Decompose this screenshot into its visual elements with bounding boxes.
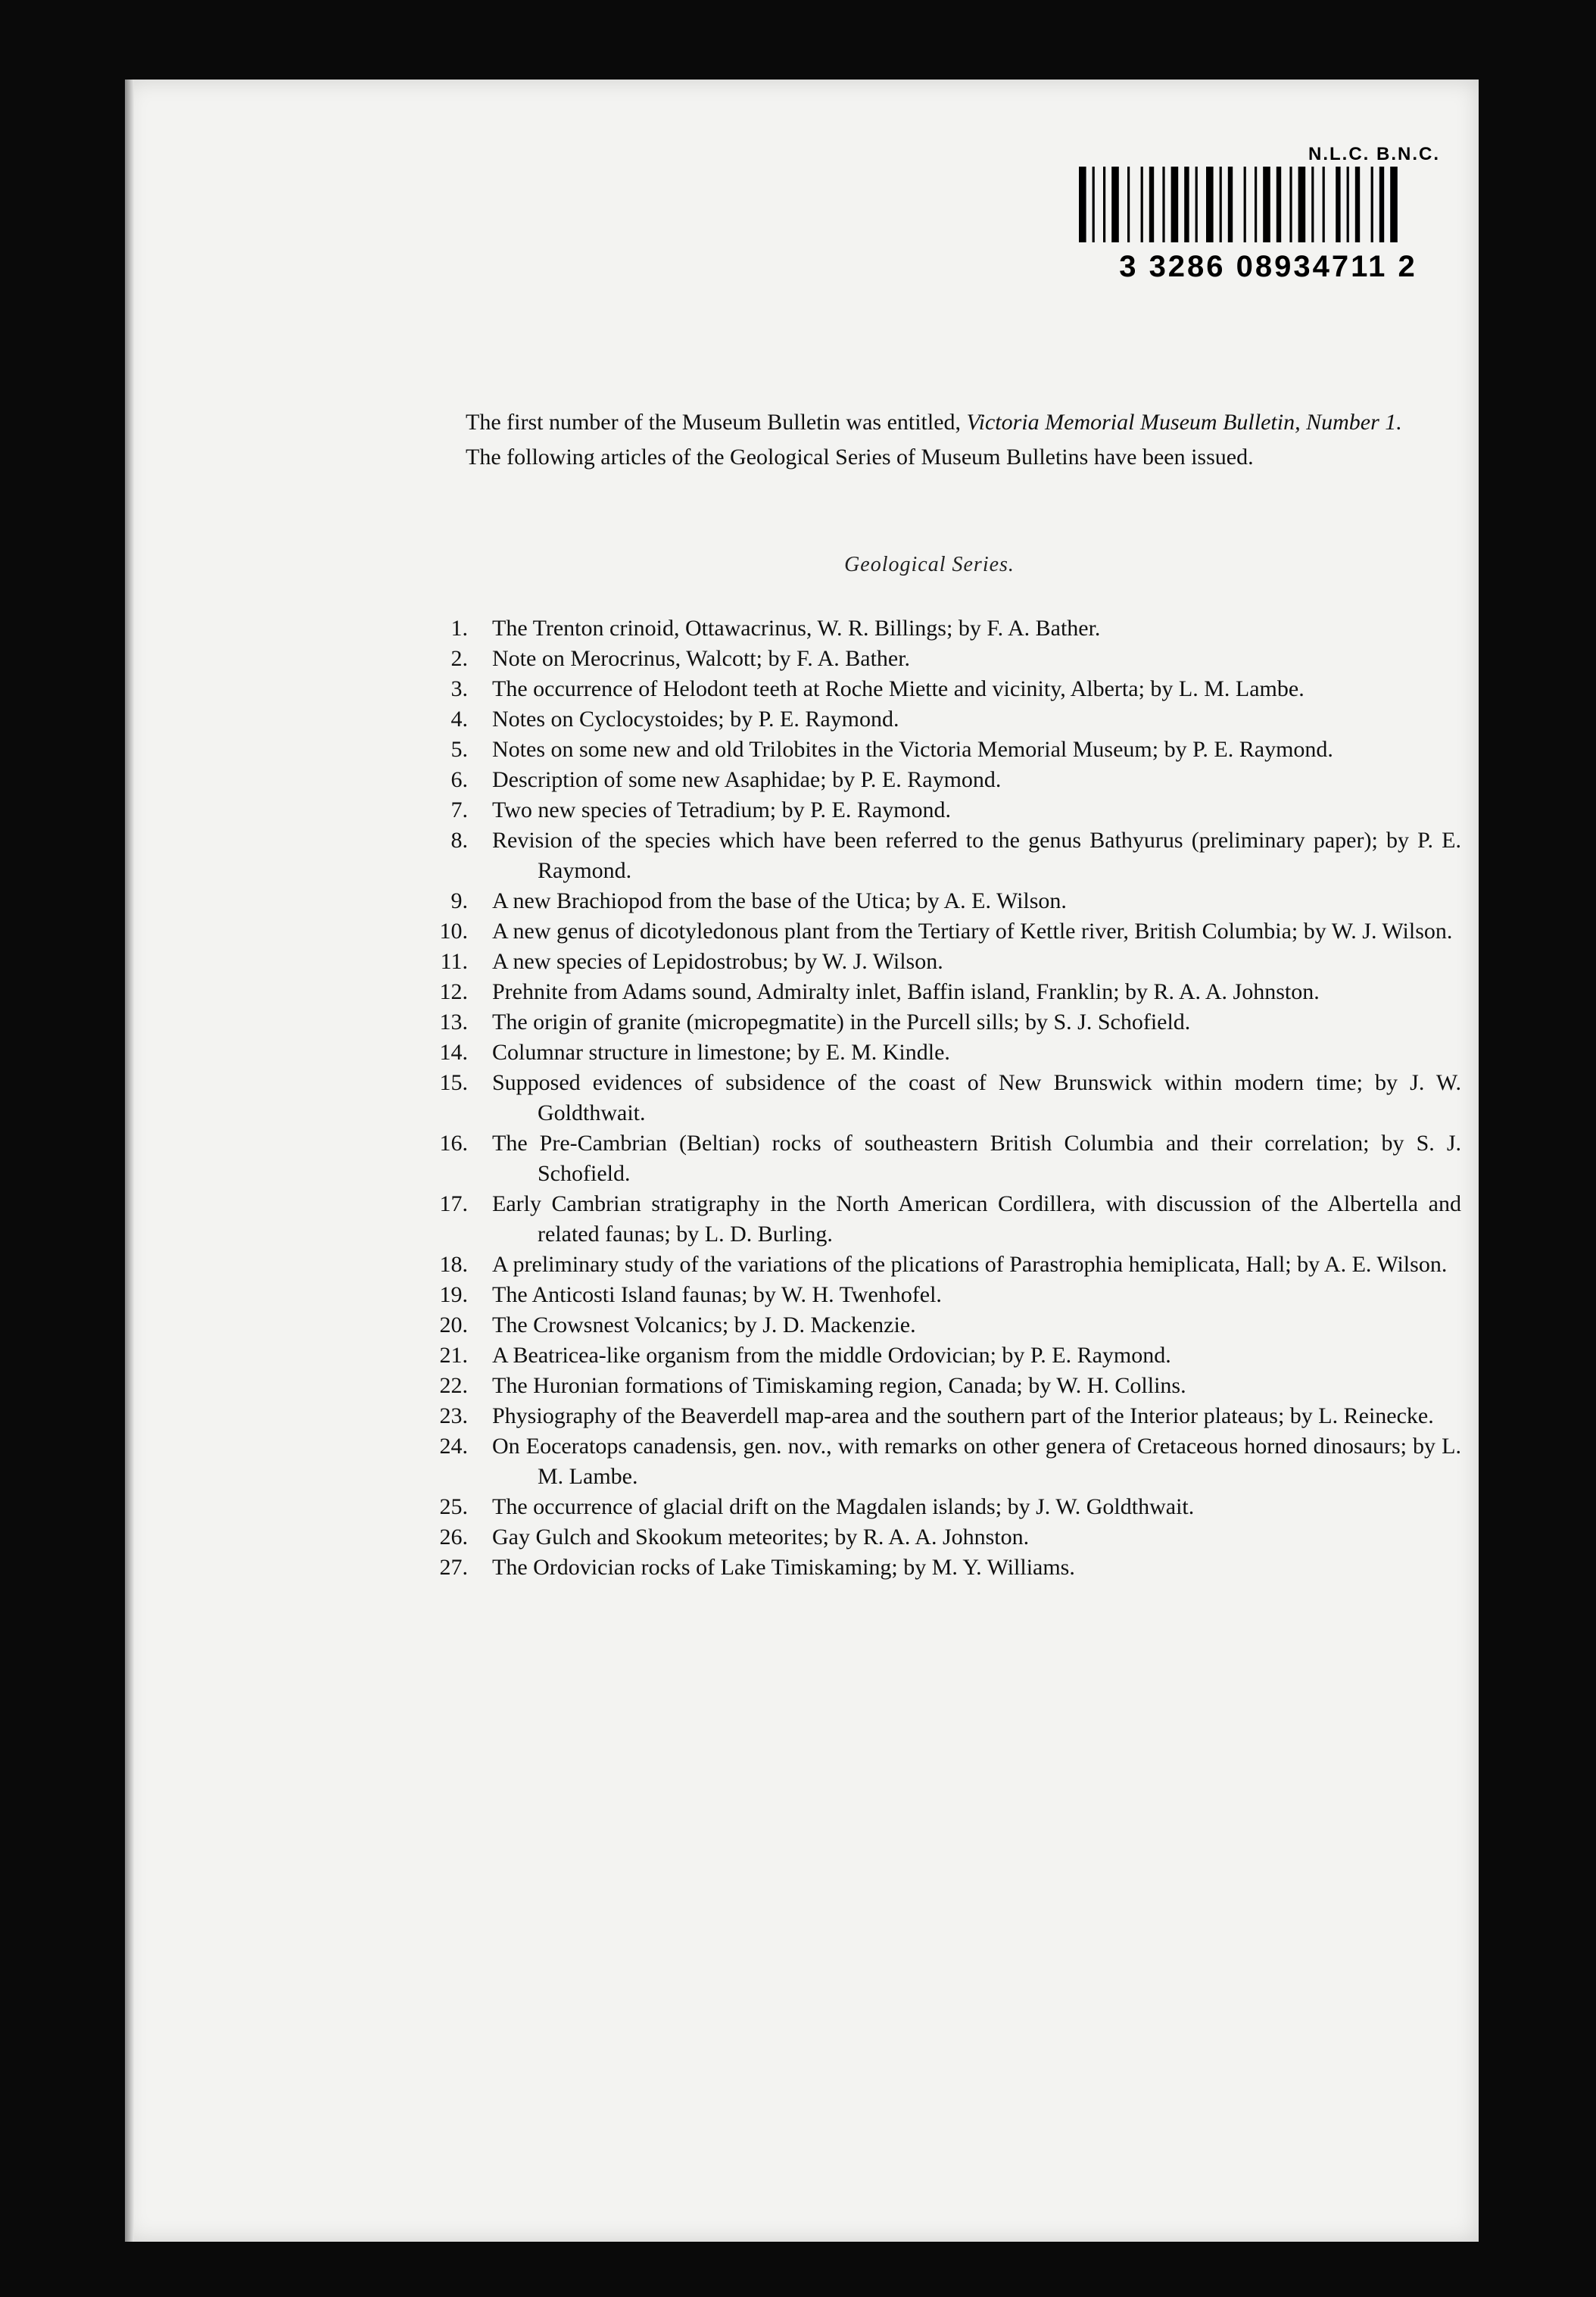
article-title: Physiography of the Beaverdell map-area and the southern part of the Interior plateaus; by L. Reinecke. <box>492 1403 1434 1428</box>
article-item <box>409 1492 1461 1522</box>
article-item <box>409 765 1461 795</box>
article-number: 27. <box>439 1555 468 1580</box>
article-number: 12. <box>439 979 468 1004</box>
barcode-number: 3 3286 08934711 2 <box>1119 250 1417 283</box>
article-item <box>409 704 1461 735</box>
barcode-bar <box>1195 167 1198 242</box>
barcode-bar <box>1079 167 1086 242</box>
article-number: 18. <box>439 1252 468 1277</box>
article-item <box>409 916 1461 947</box>
article-title: The occurrence of Helodont teeth at Roche Miette and vicinity, Alberta; by L. M. Lambe. <box>492 676 1305 701</box>
barcode-bar <box>1379 167 1384 242</box>
article-title: A new genus of dicotyledonous plant from the Tertiary of Kettle river, British Columbia; by W. J. Wilson. <box>492 919 1453 944</box>
article-title: Gay Gulch and Skookum meteorites; by R. A. A. Johnston. <box>492 1525 1030 1550</box>
article-item <box>409 1371 1461 1401</box>
article-title: Early Cambrian stratigraphy in the North American Cordillera, with discussion of the Albertella and related faunas; by L. D. Burling. <box>492 1191 1461 1247</box>
document-page <box>125 80 1479 2242</box>
article-number: 23. <box>439 1403 468 1428</box>
article-number: 13. <box>439 1010 468 1035</box>
intro-bulletin-title: Victoria Memorial Museum Bulletin, Number 1. <box>966 410 1402 435</box>
article-number: 11. <box>440 949 468 974</box>
article-number: 8. <box>450 828 468 853</box>
article-title: The Pre-Cambrian (Beltian) rocks of southeastern British Columbia and their correlation; by S. J. Schofield. <box>492 1131 1461 1186</box>
article-number: 1. <box>450 616 468 641</box>
article-number: 5. <box>450 737 468 762</box>
article-item <box>409 825 1461 886</box>
barcode-icon <box>1079 167 1457 242</box>
article-title: A new species of Lepidostrobus; by W. J. Wilson. <box>492 949 943 974</box>
article-number: 9. <box>450 888 468 913</box>
article-number: 16. <box>439 1131 468 1156</box>
article-title: The Anticosti Island faunas; by W. H. Twenhofel. <box>492 1282 942 1307</box>
article-item <box>409 1310 1461 1340</box>
article-number: 22. <box>439 1373 468 1398</box>
barcode-bar <box>1371 167 1373 242</box>
article-title: The Trenton crinoid, Ottawacrinus, W. R. Billings; by F. A. Bather. <box>492 616 1101 641</box>
article-title: A preliminary study of the variations of the plications of Parastrophia hemiplicata, Hall; by A. E. Wilson. <box>492 1252 1448 1277</box>
article-item <box>409 886 1461 916</box>
article-item <box>409 1007 1461 1038</box>
article-number: 25. <box>439 1494 468 1519</box>
article-title: Notes on Cyclocystoides; by P. E. Raymond. <box>492 707 899 732</box>
barcode-bar <box>1127 167 1130 242</box>
article-title: The occurrence of glacial drift on the Magdalen islands; by J. W. Goldthwait. <box>492 1494 1195 1519</box>
article-number: 20. <box>439 1312 468 1337</box>
article-item <box>409 1280 1461 1310</box>
page-edge-shadow <box>125 80 134 2242</box>
article-number: 6. <box>450 767 468 792</box>
barcode-bar <box>1171 167 1179 242</box>
article-title: Description of some new Asaphidae; by P. E. Raymond. <box>492 767 1002 792</box>
article-item <box>409 1068 1461 1128</box>
article-number: 7. <box>450 797 468 822</box>
intro-paragraph-2: The following articles of the Geological Series of Museum Bulletins have been issued. <box>466 445 1254 470</box>
barcode-bar <box>1276 167 1281 242</box>
article-number: 21. <box>439 1343 468 1368</box>
article-item <box>409 1038 1461 1068</box>
article-number: 14. <box>439 1040 468 1065</box>
article-title: Columnar structure in limestone; by E. M. Kindle. <box>492 1040 950 1065</box>
article-item <box>409 795 1461 825</box>
article-item <box>409 1250 1461 1280</box>
barcode-bar <box>1311 167 1314 242</box>
article-list <box>409 613 1461 1583</box>
barcode-bar <box>1103 167 1105 242</box>
article-number: 4. <box>450 707 468 732</box>
article-item <box>409 674 1461 704</box>
article-title: Revision of the species which have been referred to the genus Bathyurus (preliminary paper); by P. E. Raymond. <box>492 828 1461 883</box>
barcode-bar <box>1347 167 1349 242</box>
barcode-bar <box>1390 167 1398 242</box>
article-number: 10. <box>439 919 468 944</box>
article-item <box>409 1522 1461 1553</box>
article-title: On Eoceratops canadensis, gen. nov., with remarks on other genera of Cretaceous horned dinosaurs; by L. M. Lambe. <box>492 1434 1461 1489</box>
article-title: The Crowsnest Volcanics; by J. D. Mackenzie. <box>492 1312 916 1337</box>
article-title: A new Brachiopod from the base of the Utica; by A. E. Wilson. <box>492 888 1067 913</box>
series-heading: Geological Series. <box>844 553 1015 576</box>
article-title: Notes on some new and old Trilobites in the Victoria Memorial Museum; by P. E. Raymond. <box>492 737 1333 762</box>
barcode-bar <box>1141 167 1143 242</box>
article-title: The origin of granite (micropegmatite) in the Purcell sills; by S. J. Schofield. <box>492 1010 1191 1035</box>
intro-paragraph-1 <box>409 405 1450 440</box>
article-title: The Ordovician rocks of Lake Timiskaming; by M. Y. Williams. <box>492 1555 1075 1580</box>
barcode-bar <box>1184 167 1189 242</box>
article-item <box>409 1401 1461 1431</box>
barcode-bar <box>1263 167 1270 242</box>
barcode-bar <box>1355 167 1360 242</box>
article-item <box>409 1189 1461 1250</box>
barcode-bar <box>1298 167 1306 242</box>
barcode-bar <box>1289 167 1292 242</box>
article-title: The Huronian formations of Timiskaming region, Canada; by W. H. Collins. <box>492 1373 1186 1398</box>
intro-text <box>409 405 1450 475</box>
article-item <box>409 735 1461 765</box>
intro-sentence: The first number of the Museum Bulletin was entitled, <box>466 410 962 435</box>
article-item <box>409 644 1461 674</box>
article-item <box>409 1128 1461 1189</box>
article-number: 24. <box>439 1434 468 1459</box>
barcode-bar <box>1162 167 1164 242</box>
article-item <box>409 977 1461 1007</box>
article-item <box>409 1431 1461 1492</box>
article-item <box>409 613 1461 644</box>
barcode-bar <box>1228 167 1233 242</box>
barcode-bar <box>1220 167 1222 242</box>
article-title: Supposed evidences of subsidence of the coast of New Brunswick within modern time; by J. W. Goldthwait. <box>492 1070 1461 1125</box>
article-title: Two new species of Tetradium; by P. E. Raymond. <box>492 797 951 822</box>
barcode-bar <box>1336 167 1340 242</box>
barcode-bar <box>1244 167 1246 242</box>
barcode-bar <box>1206 167 1214 242</box>
article-number: 3. <box>450 676 468 701</box>
article-number: 19. <box>439 1282 468 1307</box>
barcode-bar <box>1149 167 1154 242</box>
article-number: 17. <box>439 1191 468 1216</box>
barcode-bar <box>1323 167 1325 242</box>
article-number: 26. <box>439 1525 468 1550</box>
barcode-bar <box>1111 167 1119 242</box>
barcode-library-code: N.L.C. B.N.C. <box>1308 144 1440 164</box>
article-title: Prehnite from Adams sound, Admiralty inlet, Baffin island, Franklin; by R. A. A. Johnston. <box>492 979 1320 1004</box>
barcode-bar <box>1255 167 1257 242</box>
library-barcode-label <box>1075 144 1461 341</box>
article-item <box>409 947 1461 977</box>
article-item <box>409 1340 1461 1371</box>
article-number: 2. <box>450 646 468 671</box>
article-number: 15. <box>439 1070 468 1095</box>
barcode-bar <box>1093 167 1095 242</box>
article-item <box>409 1553 1461 1583</box>
article-title: Note on Merocrinus, Walcott; by F. A. Bather. <box>492 646 911 671</box>
article-title: A Beatricea-like organism from the middle Ordovician; by P. E. Raymond. <box>492 1343 1171 1368</box>
